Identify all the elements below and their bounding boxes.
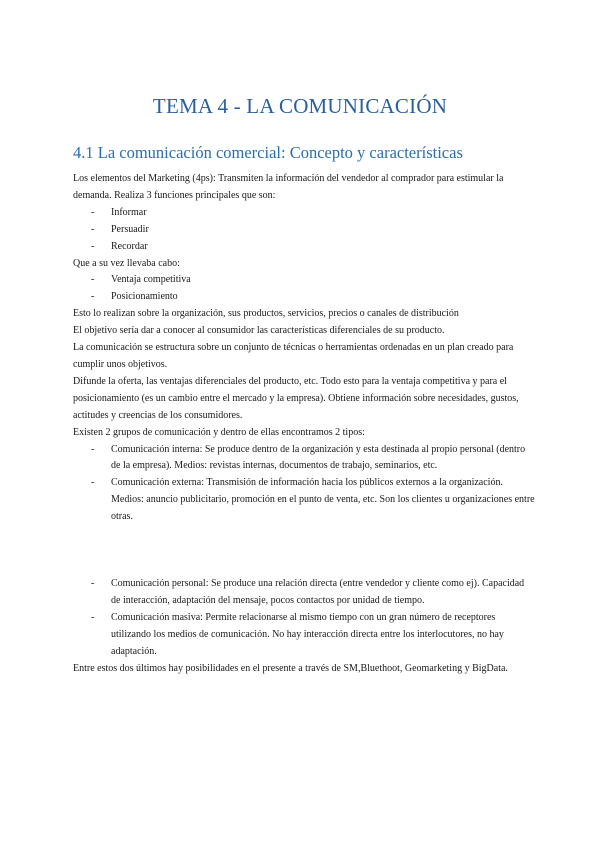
paragraph: Existen 2 grupos de comunicación y dentro de ellas encontramos 2 tipos: xyxy=(73,426,365,438)
list-dash: - xyxy=(91,206,95,218)
list-dash: - xyxy=(91,274,95,286)
list-item-text: Comunicación personal: Se produce una relación directa (entre vendedor y cliente como ej). Capacidad de interacción, adaptación del mensaje, pocos contactos por unidad de tiempo. xyxy=(111,578,525,606)
list-item-text: Persuadir xyxy=(111,223,149,235)
list-item xyxy=(73,272,535,289)
list-item-text: Ventaja competitiva xyxy=(111,274,191,286)
list-item xyxy=(73,239,535,256)
blank-space xyxy=(73,526,535,576)
list-item-text: Comunicación externa: Transmisión de información hacia los públicos externos a la organización. Medios: anuncio publicitario, promoción en el punto de venta, etc. Son los clientes u organizaciones entre otras. xyxy=(111,477,535,523)
list-item xyxy=(73,289,535,306)
list-dash: - xyxy=(91,240,95,252)
list-dash: - xyxy=(91,443,95,455)
page-title: TEMA 4 - LA COMUNICACIÓN xyxy=(152,94,448,118)
list-item xyxy=(73,222,535,239)
document-body xyxy=(73,171,535,677)
list-dash: - xyxy=(91,223,95,235)
section-heading: 4.1 La comunicación comercial: Concepto y características xyxy=(73,143,463,162)
list-item-text: Comunicación masiva: Permite relacionarse al mismo tiempo con un gran número de receptores utilizando los medios de comunicación. No hay interacción directa entre los interlocutores, no hay adaptación. xyxy=(111,611,504,657)
list-item xyxy=(73,442,535,476)
list-dash: - xyxy=(91,477,95,489)
list-item xyxy=(73,576,535,610)
list-item xyxy=(73,205,535,222)
paragraph: Esto lo realizan sobre la organización, sus productos, servicios, precios o canales de distribución xyxy=(73,308,459,320)
list-item-text: Posicionamiento xyxy=(111,291,178,303)
list-item-text: Comunicación interna: Se produce dentro de la organización y esta destinada al propio personal (dentro de la empresa). Medios: revistas internas, documentos de trabajo, seminarios, etc. xyxy=(111,443,526,472)
list-dash: - xyxy=(91,578,95,590)
paragraph: Entre estos dos últimos hay posibilidades en el presente a través de SM,Bluethoot, Geomarketing y BigData. xyxy=(73,662,508,674)
list-dash: - xyxy=(91,291,95,303)
paragraph: Difunde la oferta, las ventajas diferenciales del producto, etc. Todo esto para la ventaja competitiva y para el posicionamiento (es un cambio entre el mercado y la empresa). Obtiene información sobre necesidades, gustos, actitudes y creencias de los consumidores. xyxy=(73,375,519,421)
paragraph: El objetivo sería dar a conocer al consumidor las características diferenciales de su producto. xyxy=(73,325,445,337)
list-dash: - xyxy=(91,611,95,623)
list-item xyxy=(73,475,535,526)
paragraph: Que a su vez llevaba cabo: xyxy=(73,257,180,269)
list-item-text: Recordar xyxy=(111,240,148,252)
paragraph: Los elementos del Marketing (4ps): Transmiten la información del vendedor al comprador para estimular la demanda. Realiza 3 funciones principales que son: xyxy=(73,173,504,201)
list-item-text: Informar xyxy=(111,206,147,218)
paragraph: La comunicación se estructura sobre un conjunto de técnicas o herramientas ordenadas en un plan creado para cumplir unos objetivos. xyxy=(73,342,514,370)
list-item xyxy=(73,610,535,661)
